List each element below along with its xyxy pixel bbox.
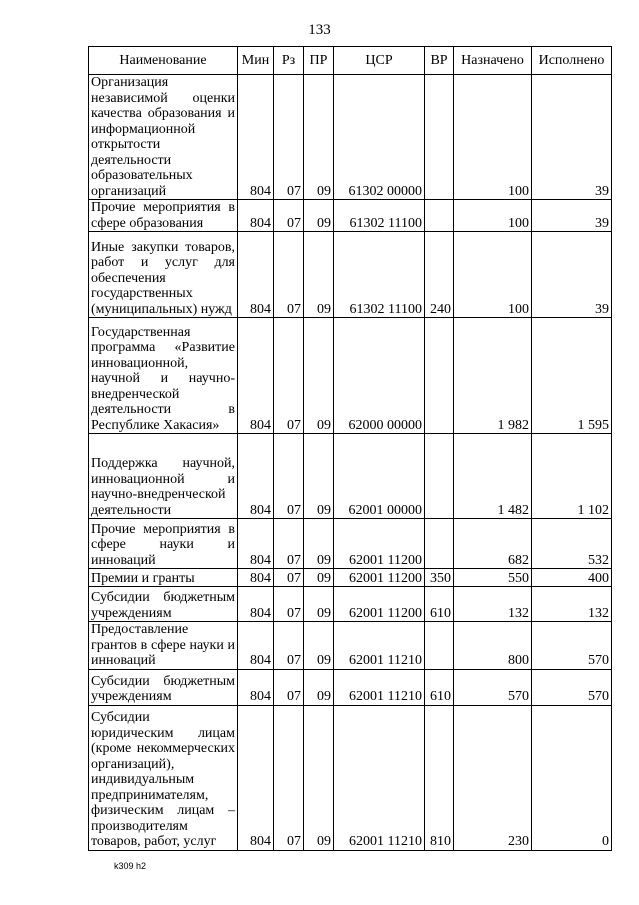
row-executed: 1 595 <box>532 318 612 434</box>
footer-code: k309 h2 <box>114 861 147 871</box>
table-row <box>89 232 612 318</box>
row-rz: 07 <box>274 622 304 670</box>
header-csr: ЦСР <box>334 47 425 75</box>
row-assigned: 1 482 <box>454 434 532 519</box>
row-min: 804 <box>238 434 274 519</box>
row-assigned: 100 <box>454 232 532 318</box>
row-name: Предоставление грантов в сфере науки и инноваций <box>89 622 238 670</box>
row-rz: 07 <box>274 200 304 232</box>
row-executed: 570 <box>532 622 612 670</box>
header-executed: Исполнено <box>532 47 612 75</box>
row-pr: 09 <box>304 200 334 232</box>
row-assigned: 682 <box>454 519 532 569</box>
row-pr: 09 <box>304 519 334 569</box>
row-pr: 09 <box>304 434 334 519</box>
row-name: Субсидии юридическим лицам (кроме некоммерческих организаций), индивидуальным предпринимателям, физическим лицам – производителям товаров, работ, услуг <box>89 705 238 850</box>
row-rz: 07 <box>274 232 304 318</box>
row-pr: 09 <box>304 669 334 705</box>
table-row <box>89 622 612 670</box>
row-executed: 39 <box>532 232 612 318</box>
row-vr <box>425 622 454 670</box>
row-min: 804 <box>238 587 274 622</box>
row-min: 804 <box>238 232 274 318</box>
table-header-row <box>89 47 612 75</box>
budget-table <box>88 46 612 851</box>
row-executed: 1 102 <box>532 434 612 519</box>
row-pr: 09 <box>304 622 334 670</box>
row-vr <box>425 318 454 434</box>
row-rz: 07 <box>274 569 304 587</box>
row-executed: 39 <box>532 75 612 200</box>
row-csr: 61302 11100 <box>334 200 425 232</box>
row-rz: 07 <box>274 587 304 622</box>
row-executed: 570 <box>532 669 612 705</box>
row-csr: 62000 00000 <box>334 318 425 434</box>
row-csr: 62001 11200 <box>334 569 425 587</box>
row-executed: 400 <box>532 569 612 587</box>
row-vr <box>425 434 454 519</box>
row-name: Премии и гранты <box>89 569 238 587</box>
row-pr: 09 <box>304 587 334 622</box>
row-vr <box>425 75 454 200</box>
table-row <box>89 705 612 850</box>
row-assigned: 100 <box>454 75 532 200</box>
table-row <box>89 200 612 232</box>
row-name: Субсидии бюджетным учреждениям <box>89 669 238 705</box>
row-min: 804 <box>238 200 274 232</box>
row-assigned: 550 <box>454 569 532 587</box>
row-rz: 07 <box>274 75 304 200</box>
row-name: Прочие мероприятия в сфере науки и инноваций <box>89 519 238 569</box>
row-assigned: 1 982 <box>454 318 532 434</box>
row-assigned: 800 <box>454 622 532 670</box>
table-row <box>89 569 612 587</box>
row-csr: 62001 11200 <box>334 587 425 622</box>
row-min: 804 <box>238 669 274 705</box>
row-vr <box>425 519 454 569</box>
header-rz: Рз <box>274 47 304 75</box>
row-vr: 350 <box>425 569 454 587</box>
row-csr: 61302 11100 <box>334 232 425 318</box>
header-assigned: Назначено <box>454 47 532 75</box>
row-executed: 532 <box>532 519 612 569</box>
header-vr: ВР <box>425 47 454 75</box>
row-name: Иные закупки товаров, работ и услуг для обеспечения государственных (муниципальных) нужд <box>89 232 238 318</box>
table-row <box>89 75 612 200</box>
row-vr: 240 <box>425 232 454 318</box>
row-name: Государственная программа «Развитие инновационной, научной и научно-внедренческой деятельности в Республике Хакасия» <box>89 318 238 434</box>
row-name: Организация независимой оценки качества образования и информационной открытости деятельности образовательных организаций <box>89 75 238 200</box>
row-min: 804 <box>238 519 274 569</box>
row-csr: 62001 11200 <box>334 519 425 569</box>
row-assigned: 132 <box>454 587 532 622</box>
row-csr: 62001 11210 <box>334 705 425 850</box>
table-row <box>89 318 612 434</box>
row-csr: 62001 11210 <box>334 622 425 670</box>
row-executed: 0 <box>532 705 612 850</box>
row-pr: 09 <box>304 569 334 587</box>
row-rz: 07 <box>274 434 304 519</box>
row-name: Субсидии бюджетным учреждениям <box>89 587 238 622</box>
row-csr: 62001 11210 <box>334 669 425 705</box>
row-vr: 610 <box>425 587 454 622</box>
row-assigned: 570 <box>454 669 532 705</box>
row-executed: 39 <box>532 200 612 232</box>
row-assigned: 230 <box>454 705 532 850</box>
row-min: 804 <box>238 705 274 850</box>
row-vr: 610 <box>425 669 454 705</box>
row-name: Поддержка научной, инновационной и научно-внедренческой деятельности <box>89 434 238 519</box>
row-rz: 07 <box>274 519 304 569</box>
table-row <box>89 669 612 705</box>
row-min: 804 <box>238 569 274 587</box>
header-name: Наименование <box>89 47 238 75</box>
row-pr: 09 <box>304 75 334 200</box>
row-pr: 09 <box>304 705 334 850</box>
row-min: 804 <box>238 318 274 434</box>
row-pr: 09 <box>304 232 334 318</box>
row-csr: 61302 00000 <box>334 75 425 200</box>
row-vr: 810 <box>425 705 454 850</box>
row-name: Прочие мероприятия в сфере образования <box>89 200 238 232</box>
table-row <box>89 587 612 622</box>
row-rz: 07 <box>274 669 304 705</box>
row-vr <box>425 200 454 232</box>
page-number: 133 <box>308 22 331 38</box>
row-executed: 132 <box>532 587 612 622</box>
row-assigned: 100 <box>454 200 532 232</box>
header-min: Мин <box>238 47 274 75</box>
row-rz: 07 <box>274 705 304 850</box>
table-row <box>89 519 612 569</box>
row-min: 804 <box>238 622 274 670</box>
row-csr: 62001 00000 <box>334 434 425 519</box>
row-pr: 09 <box>304 318 334 434</box>
table-row <box>89 434 612 519</box>
header-pr: ПР <box>304 47 334 75</box>
row-min: 804 <box>238 75 274 200</box>
row-rz: 07 <box>274 318 304 434</box>
